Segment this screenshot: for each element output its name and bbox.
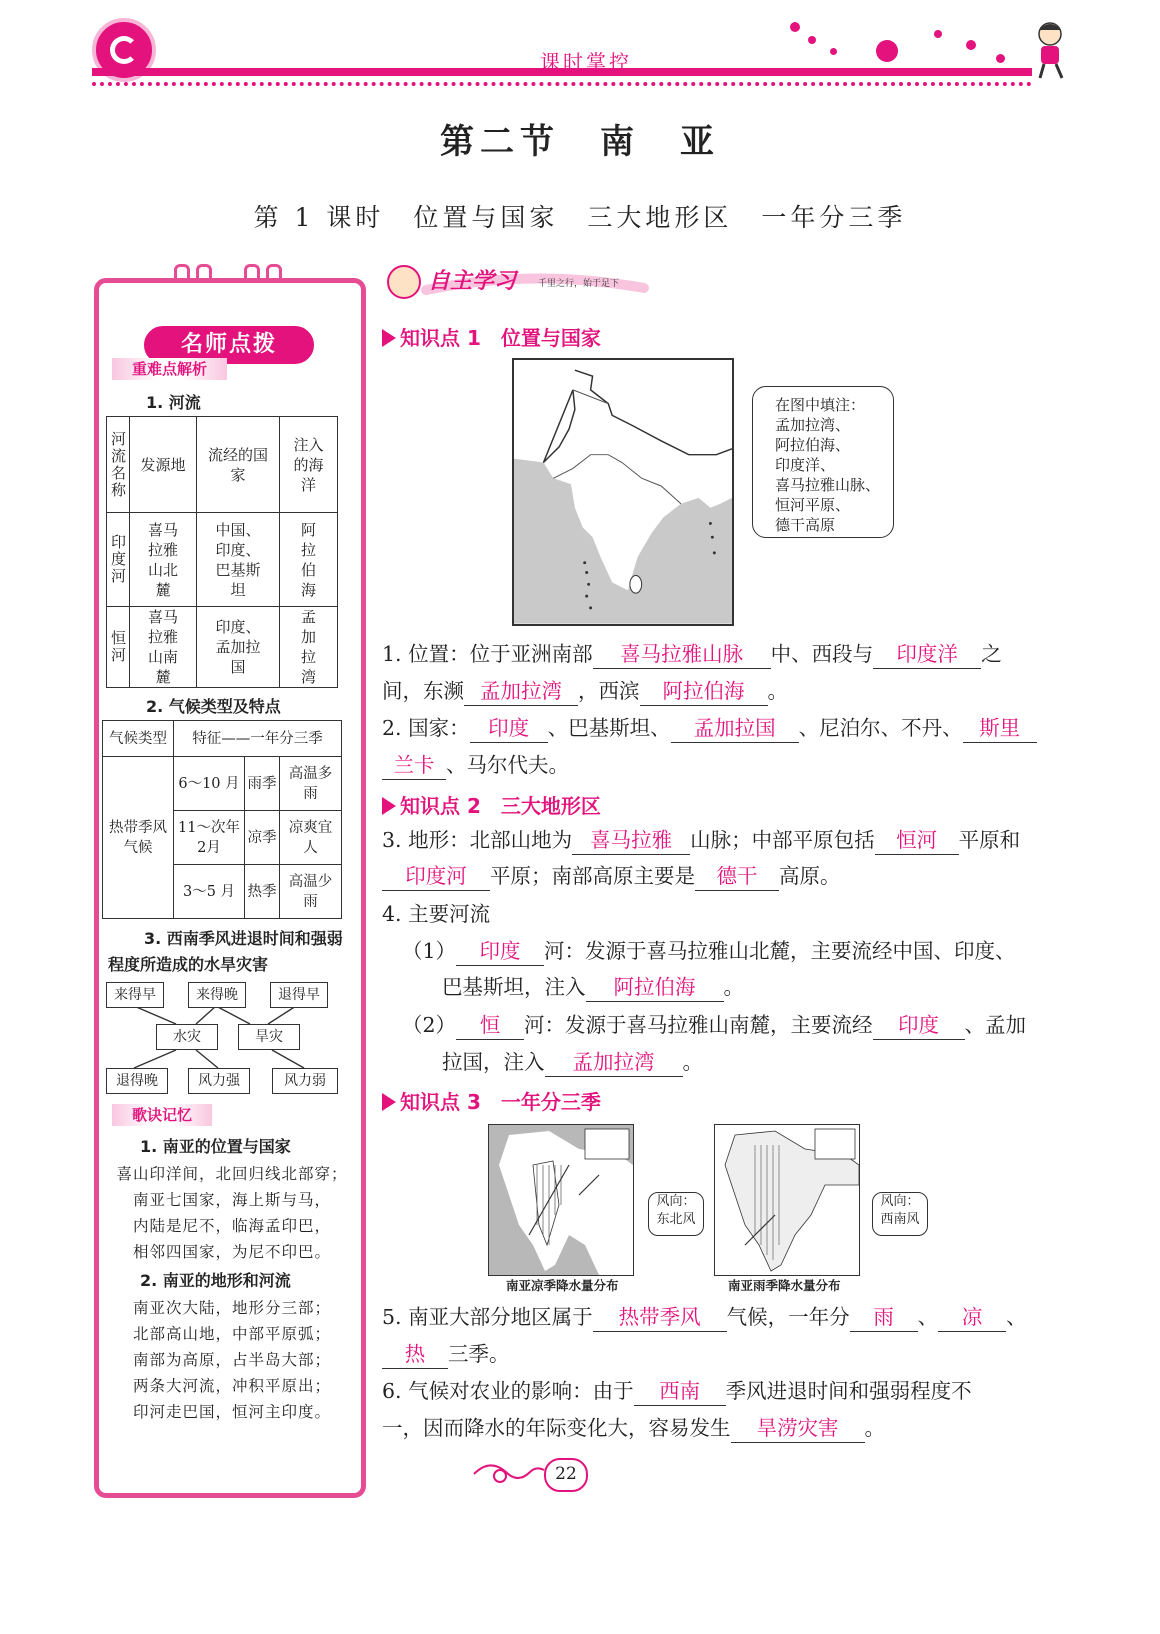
answer-blank: 斯里 — [963, 714, 1037, 743]
answer-blank: 恒河 — [875, 826, 959, 855]
table-row — [107, 513, 338, 607]
answer-blank: 印度 — [456, 937, 544, 966]
answer-blank: 孟加拉湾 — [545, 1048, 683, 1077]
answer-blank: 热带季风 — [593, 1303, 727, 1332]
decor-dot — [830, 48, 837, 55]
verse-line: 喜山印洋间，北回归线北部穿； — [116, 1165, 348, 1183]
triangle-icon — [382, 329, 396, 347]
climate-heading: 2. 气候类型及特点 — [146, 697, 281, 716]
question-4-2-cont: 拉国，注入 孟加拉湾 。 — [442, 1048, 703, 1077]
answer-blank: 阿拉伯海 — [586, 973, 724, 1002]
song2-heading: 2. 南亚的地形和河流 — [140, 1271, 291, 1290]
question-4-title: 4. 主要河流 — [382, 902, 491, 926]
question-1: 1. 位置：位于亚洲南部 喜马拉雅山脉 中、西段与 印度洋 之 — [382, 640, 1002, 669]
decor-dot — [790, 22, 800, 32]
table-cell: 高温少雨 — [280, 865, 342, 919]
flow-node-drought: 旱灾 — [238, 1024, 300, 1050]
table-header-cell: 河流名称 — [107, 417, 130, 513]
question-4-2: （2） 恒 河：发源于喜马拉雅山南麓，主要流经 印度 、孟加 — [402, 1011, 1026, 1040]
flow-node: 退得早 — [270, 982, 328, 1008]
rivers-heading: 1. 河流 — [146, 393, 201, 412]
decor-dot — [966, 40, 976, 50]
map-caption: 南亚雨季降水量分布 — [728, 1278, 841, 1293]
wind-direction-bubble: 风向： 东北风 — [648, 1192, 704, 1236]
table-cell: 凉季 — [245, 811, 280, 865]
question-6-cont: 一，因而降水的年际变化大，容易发生 旱涝灾害 。 — [382, 1414, 885, 1443]
tag-key-points: 重难点解析 — [112, 358, 227, 380]
answer-blank: 西南 — [634, 1377, 726, 1406]
table-cell: 中国、印度、巴基斯坦 — [197, 513, 280, 607]
table-cell: 3～5 月 — [174, 865, 245, 919]
table-header-cell: 流经的国家 — [197, 417, 280, 513]
self-study-title: 自主学习 — [428, 269, 517, 294]
table-cell: 雨季 — [245, 757, 280, 811]
section-title: 第二节 南 亚 — [440, 122, 720, 162]
map-caption: 南亚凉季降水量分布 — [506, 1278, 619, 1293]
wind-direction-bubble: 风向： 西南风 — [872, 1192, 928, 1236]
verse-line: 两条大河流，冲积平原出； — [132, 1377, 331, 1395]
answer-blank: 印度河 — [382, 862, 490, 891]
verse-line: 相邻四国家，为尼不印巴。 — [132, 1243, 331, 1261]
answer-blank: 孟加拉湾 — [464, 677, 578, 706]
verse-line: 印河走巴国，恒河主印度。 — [132, 1403, 331, 1421]
decor-dot — [808, 36, 816, 44]
table-cell: 凉爽宜人 — [280, 811, 342, 865]
table-cell: 阿拉伯海 — [280, 513, 338, 607]
rivers-table — [106, 416, 338, 688]
page-number: 22 — [544, 1458, 588, 1492]
table-cell: 热季 — [245, 865, 280, 919]
answer-blank: 喜马拉雅 — [572, 826, 690, 855]
table-header-cell: 特征——一年分三季 — [174, 721, 342, 757]
table-cell: 恒河 — [107, 607, 130, 688]
cartoon-kid-icon — [1030, 20, 1070, 80]
dry-season-precipitation-map — [488, 1124, 634, 1276]
wet-season-precipitation-map — [714, 1124, 860, 1276]
answer-blank: 阿拉伯海 — [640, 677, 768, 706]
knowledge-point-2: 知识点 2 三大地形区 — [382, 790, 601, 819]
decor-dot — [934, 30, 942, 38]
decor-dot — [996, 54, 1005, 63]
tag-mnemonics: 歌诀记忆 — [112, 1104, 212, 1126]
panel-banner: 名师点拨 — [144, 326, 314, 364]
answer-blank: 孟加拉国 — [671, 714, 799, 743]
question-3-cont: 印度河 平原；南部高原主要是 德干 高原。 — [382, 862, 841, 891]
flow-node: 风力强 — [188, 1068, 250, 1094]
answer-blank: 德干 — [695, 862, 779, 891]
table-cell: 喜马拉雅山南麓 — [130, 607, 197, 688]
table-cell: 孟加拉湾 — [280, 607, 338, 688]
flow-node: 来得早 — [106, 982, 164, 1008]
flow-node: 退得晚 — [106, 1068, 168, 1094]
decor-dot — [876, 40, 898, 62]
knowledge-point-3: 知识点 3 一年分三季 — [382, 1086, 601, 1115]
page-ornament — [470, 1454, 546, 1488]
question-3: 3. 地形：北部山地为 喜马拉雅 山脉；中部平原包括 恒河 平原和 — [382, 826, 1020, 855]
lesson-title: 第 1 课时 位置与国家 三大地形区 一年分三季 — [253, 203, 907, 232]
self-study-subtitle: 千里之行，始于足下 — [538, 279, 620, 289]
song1-heading: 1. 南亚的位置与国家 — [140, 1137, 291, 1156]
monsoon-heading: 3. 西南季风进退时间和强弱程度所造成的水旱灾害 — [108, 929, 343, 974]
verse-line: 南亚七国家，海上斯与马， — [132, 1191, 331, 1209]
table-row — [103, 757, 342, 811]
table-cell: 高温多雨 — [280, 757, 342, 811]
answer-blank: 印度 — [470, 714, 548, 743]
flow-node-flood: 水灾 — [156, 1024, 218, 1050]
map-note-bubble: 在图中填注： 孟加拉湾、 阿拉伯海、 印度洋、 喜马拉雅山脉、 恒河平原、 德干高原 — [752, 386, 894, 538]
table-cell: 11～次年2月 — [174, 811, 245, 865]
answer-blank: 雨 — [850, 1303, 918, 1332]
answer-blank: 旱涝灾害 — [731, 1414, 865, 1443]
answer-blank: 兰卡 — [382, 751, 446, 780]
question-1-cont: 间，东濒 孟加拉湾 ，西滨 阿拉伯海 。 — [382, 677, 788, 706]
question-6: 6. 气候对农业的影响：由于 西南 季风进退时间和强弱程度不 — [382, 1377, 972, 1406]
question-2: 2. 国家： 印度 、巴基斯坦、 孟加拉国 、尼泊尔、不丹、 斯里 — [382, 714, 1037, 743]
table-cell: 热带季风气候 — [103, 757, 174, 919]
header-dotted-rule — [92, 82, 1032, 86]
question-2-cont: 兰卡 、马尔代夫。 — [382, 751, 569, 780]
answer-blank: 凉 — [938, 1303, 1006, 1332]
header-title: 课时掌控 — [540, 50, 632, 74]
verse-line: 内陆是尼不，临海孟印巴， — [132, 1217, 331, 1235]
question-5-cont: 热 三季。 — [382, 1340, 510, 1369]
answer-blank: 印度洋 — [873, 640, 981, 669]
question-5: 5. 南亚大部分地区属于 热带季风 气候，一年分 雨 、 凉 、 — [382, 1303, 1027, 1332]
table-header-cell: 注入的海洋 — [280, 417, 338, 513]
question-4-1-cont: 巴基斯坦，注入 阿拉伯海 。 — [442, 973, 744, 1002]
answer-blank: 喜马拉雅山脉 — [593, 640, 771, 669]
verse-line: 北部高山地，中部平原弧； — [132, 1325, 331, 1343]
table-header-cell: 发源地 — [130, 417, 197, 513]
south-asia-outline-map — [512, 358, 734, 626]
table-header-cell: 气候类型 — [103, 721, 174, 757]
triangle-icon — [382, 797, 396, 815]
answer-blank: 恒 — [456, 1011, 524, 1040]
table-cell: 印度、孟加拉国 — [197, 607, 280, 688]
knowledge-point-1: 知识点 1 位置与国家 — [382, 322, 601, 351]
answer-blank: 热 — [382, 1340, 448, 1369]
climate-table — [102, 720, 342, 919]
answer-blank: 印度 — [873, 1011, 965, 1040]
triangle-icon — [382, 1093, 396, 1111]
table-cell: 喜马拉雅山北麓 — [130, 513, 197, 607]
question-4-1: （1） 印度 河：发源于喜马拉雅山北麓，主要流经中国、印度、 — [402, 937, 1016, 966]
table-row — [107, 607, 338, 688]
verse-line: 南亚次大陆，地形分三部； — [132, 1299, 331, 1317]
flow-node: 来得晚 — [188, 982, 246, 1008]
table-cell: 印度河 — [107, 513, 130, 607]
table-cell: 6～10 月 — [174, 757, 245, 811]
flow-node: 风力弱 — [272, 1068, 338, 1094]
verse-line: 南部为高原，占半岛大部； — [132, 1351, 331, 1369]
